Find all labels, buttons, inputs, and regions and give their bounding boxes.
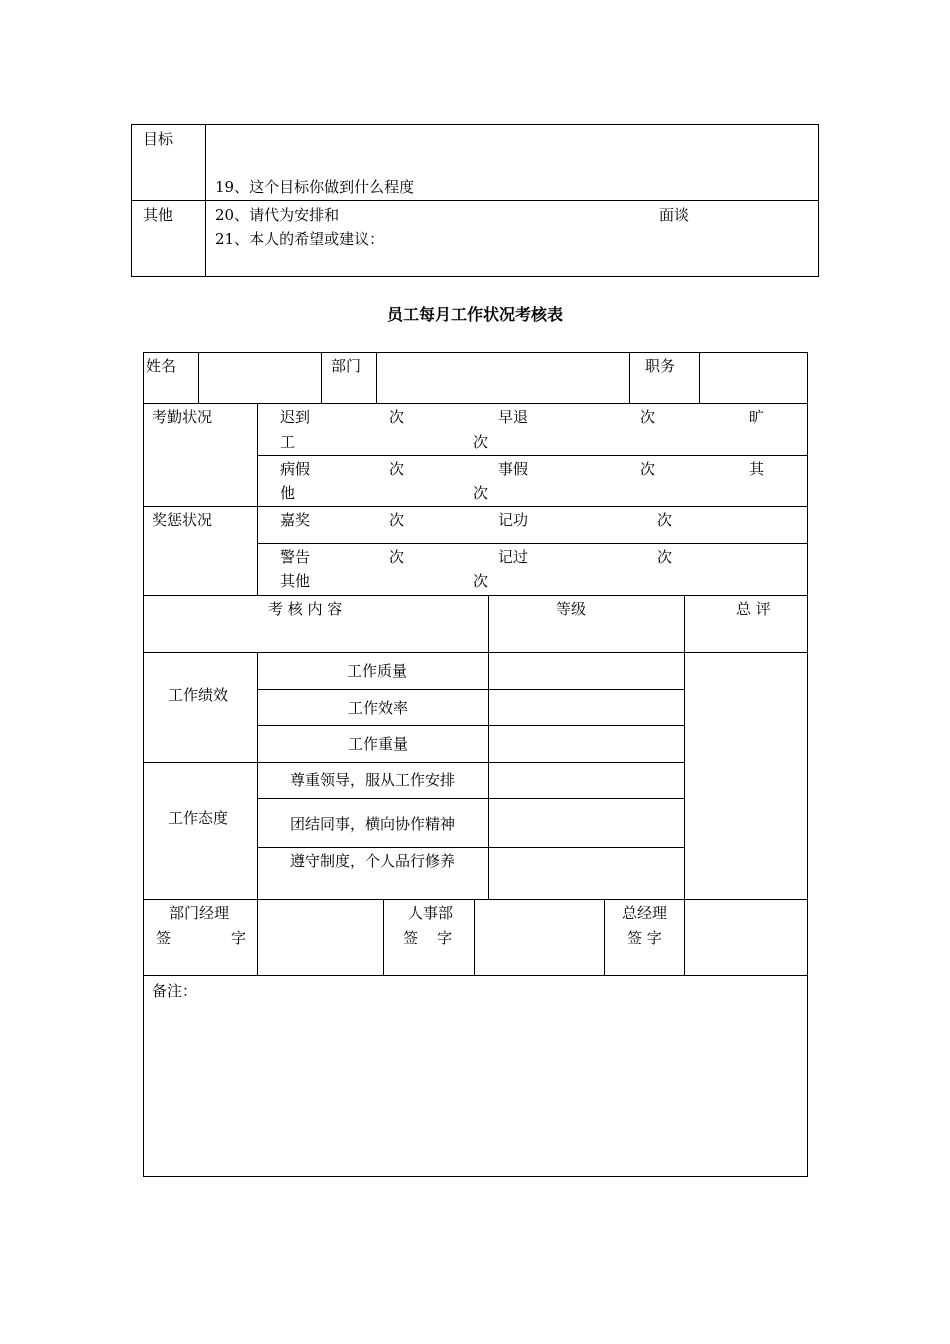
personal-leave-times: 次 bbox=[640, 460, 656, 478]
late-label: 迟到 bbox=[280, 408, 311, 426]
demerit-times: 次 bbox=[657, 548, 673, 566]
attitude-item-3: 遵守制度，个人品行修养 bbox=[290, 852, 456, 870]
gm-sign: 签 字 bbox=[627, 929, 662, 947]
commend-times: 次 bbox=[389, 511, 405, 529]
hr-sign: 签 字 bbox=[403, 929, 453, 947]
attitude-item-2: 团结同事，横向协作精神 bbox=[290, 815, 456, 833]
gm-label: 总经理 bbox=[622, 904, 668, 922]
reward-other-label: 其他 bbox=[280, 572, 311, 590]
form-title: 员工每月工作状况考核表 bbox=[386, 305, 563, 324]
top-table-row-line bbox=[131, 200, 819, 201]
grade-header: 等级 bbox=[556, 600, 587, 618]
question-19: 19、这个目标你做到什么程度 bbox=[215, 178, 415, 196]
commend-label: 嘉奖 bbox=[280, 511, 311, 529]
absent-times: 次 bbox=[473, 433, 489, 451]
name-label: 姓名 bbox=[146, 357, 177, 375]
reward-label: 奖惩状况 bbox=[152, 511, 213, 529]
absent-label-2: 工 bbox=[280, 433, 296, 451]
sick-leave-label: 病假 bbox=[280, 460, 311, 478]
attitude-label: 工作态度 bbox=[168, 809, 229, 827]
efficiency-label: 工作效率 bbox=[348, 699, 409, 717]
question-21: 21、本人的希望或建议： bbox=[215, 230, 385, 248]
early-leave-times: 次 bbox=[640, 408, 656, 426]
dept-manager-sign-2: 字 bbox=[231, 929, 247, 947]
other-label: 其他 bbox=[143, 206, 174, 224]
remarks-label: 备注： bbox=[152, 982, 198, 1000]
attendance-label: 考勤状况 bbox=[152, 408, 213, 426]
dept-manager-label: 部门经理 bbox=[169, 904, 230, 922]
quality-label: 工作质量 bbox=[347, 662, 408, 680]
dept-manager-sign-1: 签 bbox=[156, 929, 172, 947]
warning-label: 警告 bbox=[280, 548, 311, 566]
content-header: 考 核 内 容 bbox=[268, 600, 343, 618]
warning-times: 次 bbox=[389, 548, 405, 566]
position-label: 职务 bbox=[645, 357, 676, 375]
attendance-other-times: 次 bbox=[473, 484, 489, 502]
attitude-item-1: 尊重领导，服从工作安排 bbox=[290, 771, 456, 789]
sick-leave-times: 次 bbox=[389, 460, 405, 478]
overall-header: 总 评 bbox=[736, 600, 771, 618]
late-times: 次 bbox=[389, 408, 405, 426]
absent-label-1: 旷 bbox=[749, 408, 765, 426]
attendance-other-2: 他 bbox=[280, 484, 296, 502]
attendance-other-1: 其 bbox=[749, 460, 765, 478]
personal-leave-label: 事假 bbox=[498, 460, 529, 478]
dept-label: 部门 bbox=[331, 357, 362, 375]
merit-label: 记功 bbox=[498, 511, 529, 529]
reward-other-times: 次 bbox=[473, 572, 489, 590]
hr-label: 人事部 bbox=[408, 904, 454, 922]
quantity-label: 工作重量 bbox=[348, 735, 409, 753]
merit-times: 次 bbox=[657, 511, 673, 529]
performance-label: 工作绩效 bbox=[168, 686, 229, 704]
goal-label: 目标 bbox=[143, 130, 174, 148]
question-20-suffix: 面谈 bbox=[659, 206, 690, 224]
assessment-form bbox=[143, 352, 808, 1177]
question-20-prefix: 20、请代为安排和 bbox=[215, 206, 340, 224]
demerit-label: 记过 bbox=[498, 548, 529, 566]
early-leave-label: 早退 bbox=[498, 408, 529, 426]
